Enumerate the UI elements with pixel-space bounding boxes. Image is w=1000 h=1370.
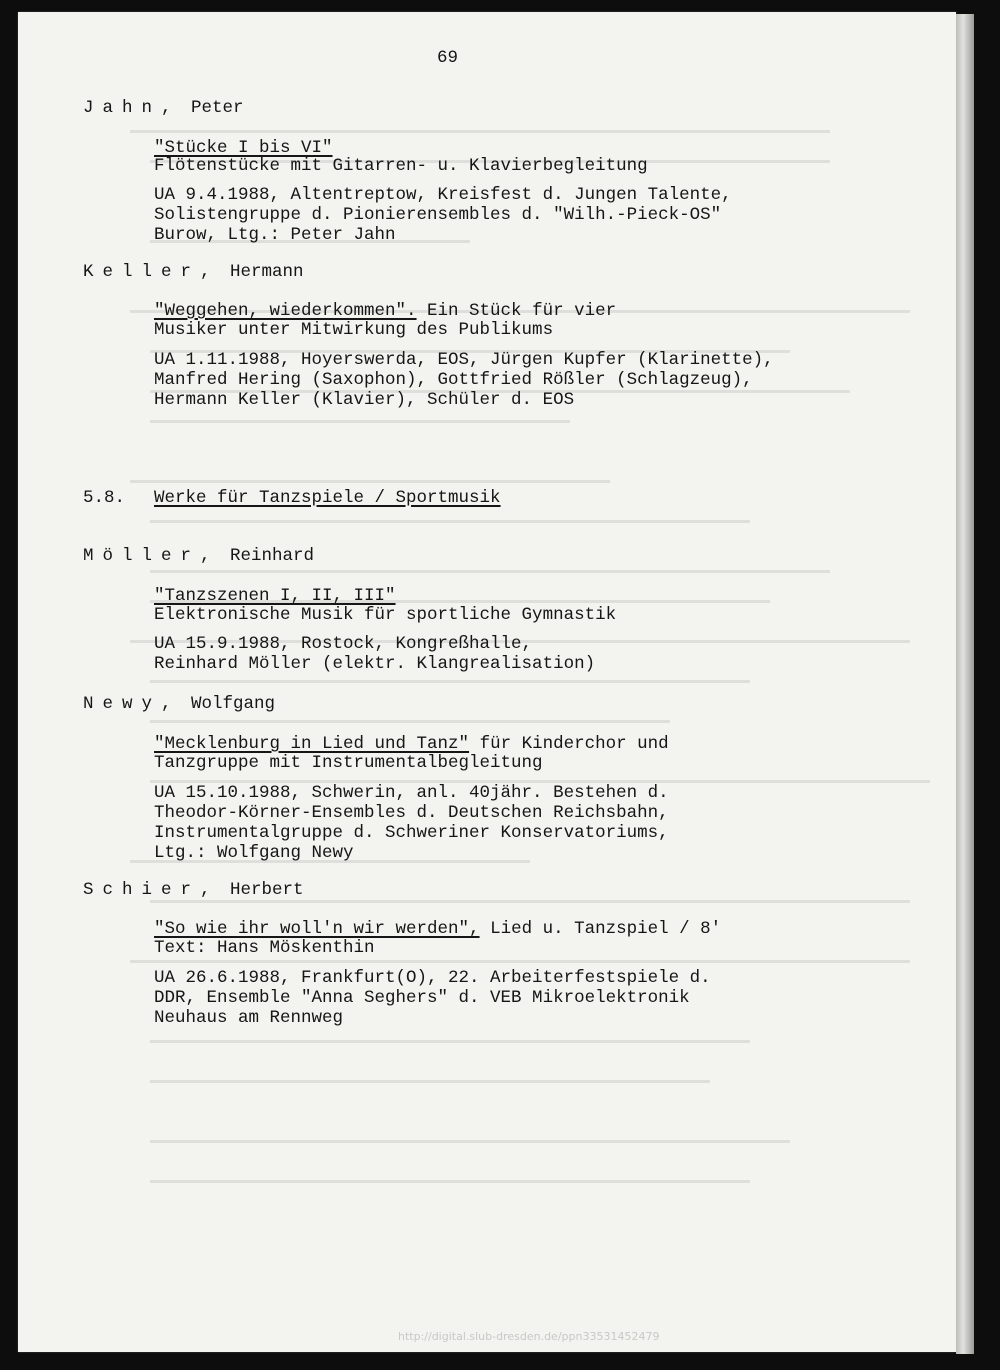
work-detail-line: UA 26.6.1988, Frankfurt(O), 22. Arbeiterfestspiele d.: [154, 968, 711, 988]
composer-name-newy: Newy, Wolfgang: [83, 694, 276, 714]
work-title-line: "Mecklenburg in Lied und Tanz" für Kinderchor und: [154, 734, 669, 754]
work-detail-line: Theodor-Körner-Ensembles d. Deutschen Reichsbahn,: [154, 803, 669, 823]
work-detail-line: UA 15.10.1988, Schwerin, anl. 40jähr. Bestehen d.: [154, 783, 669, 803]
work-subtitle: Tanzgruppe mit Instrumentalbegleitung: [154, 753, 543, 773]
work-subtitle: Musiker unter Mitwirkung des Publikums: [154, 320, 554, 340]
work-detail-line: UA 1.11.1988, Hoyerswerda, EOS, Jürgen Kupfer (Klarinette),: [154, 350, 774, 370]
page-edge: [956, 14, 974, 1354]
work-detail-line: Instrumentalgruppe d. Schweriner Konservatoriums,: [154, 823, 669, 843]
work-title: "Stücke I bis VI": [154, 138, 333, 158]
work-title: "Tanzszenen I, II, III": [154, 586, 396, 606]
work-detail-line: Reinhard Möller (elektr. Klangrealisation): [154, 654, 596, 674]
work-subtitle: Elektronische Musik für sportliche Gymnastik: [154, 605, 617, 625]
work-detail-line: Solistengruppe d. Pionierensembles d. "Wilh.-Pieck-OS": [154, 205, 722, 225]
work-title: "Weggehen, wiederkommen".: [154, 301, 417, 321]
work-subtitle: Flötenstücke mit Gitarren- u. Klavierbegleitung: [154, 156, 648, 176]
work-subtitle: Text: Hans Möskenthin: [154, 938, 375, 958]
work-detail-line: UA 15.9.1988, Rostock, Kongreßhalle,: [154, 634, 533, 654]
work-detail-line: UA 9.4.1988, Altentreptow, Kreisfest d. Jungen Talente,: [154, 185, 732, 205]
composer-name-schier: Schier, Herbert: [83, 880, 304, 900]
work-detail-line: Manfred Hering (Saxophon), Gottfried Rößler (Schlagzeug),: [154, 370, 753, 390]
composer-name-moeller: Möller, Reinhard: [83, 546, 315, 566]
section-title: Werke für Tanzspiele / Sportmusik: [154, 488, 501, 508]
work-title-line: "So wie ihr woll'n wir werden", Lied u. Tanzspiel / 8': [154, 919, 722, 939]
work-title: "Mecklenburg in Lied und Tanz": [154, 734, 470, 754]
work-detail-line: Burow, Ltg.: Peter Jahn: [154, 225, 396, 245]
composer-name-keller: Keller, Hermann: [83, 262, 304, 282]
composer-name-jahn: Jahn, Peter: [83, 98, 244, 118]
work-detail-line: DDR, Ensemble "Anna Seghers" d. VEB Mikroelektronik: [154, 988, 690, 1008]
work-title-line: "Weggehen, wiederkommen". Ein Stück für vier: [154, 301, 617, 321]
work-detail-line: Ltg.: Wolfgang Newy: [154, 843, 354, 863]
work-detail-line: Hermann Keller (Klavier), Schüler d. EOS: [154, 390, 575, 410]
footer-url[interactable]: http://digital.slub-dresden.de/ppn33531452479: [398, 1330, 660, 1343]
section-number: 5.8.: [83, 488, 126, 508]
work-detail-line: Neuhaus am Rennweg: [154, 1008, 344, 1028]
page-number: 69: [437, 48, 459, 68]
work-title: "So wie ihr woll'n wir werden",: [154, 919, 480, 939]
